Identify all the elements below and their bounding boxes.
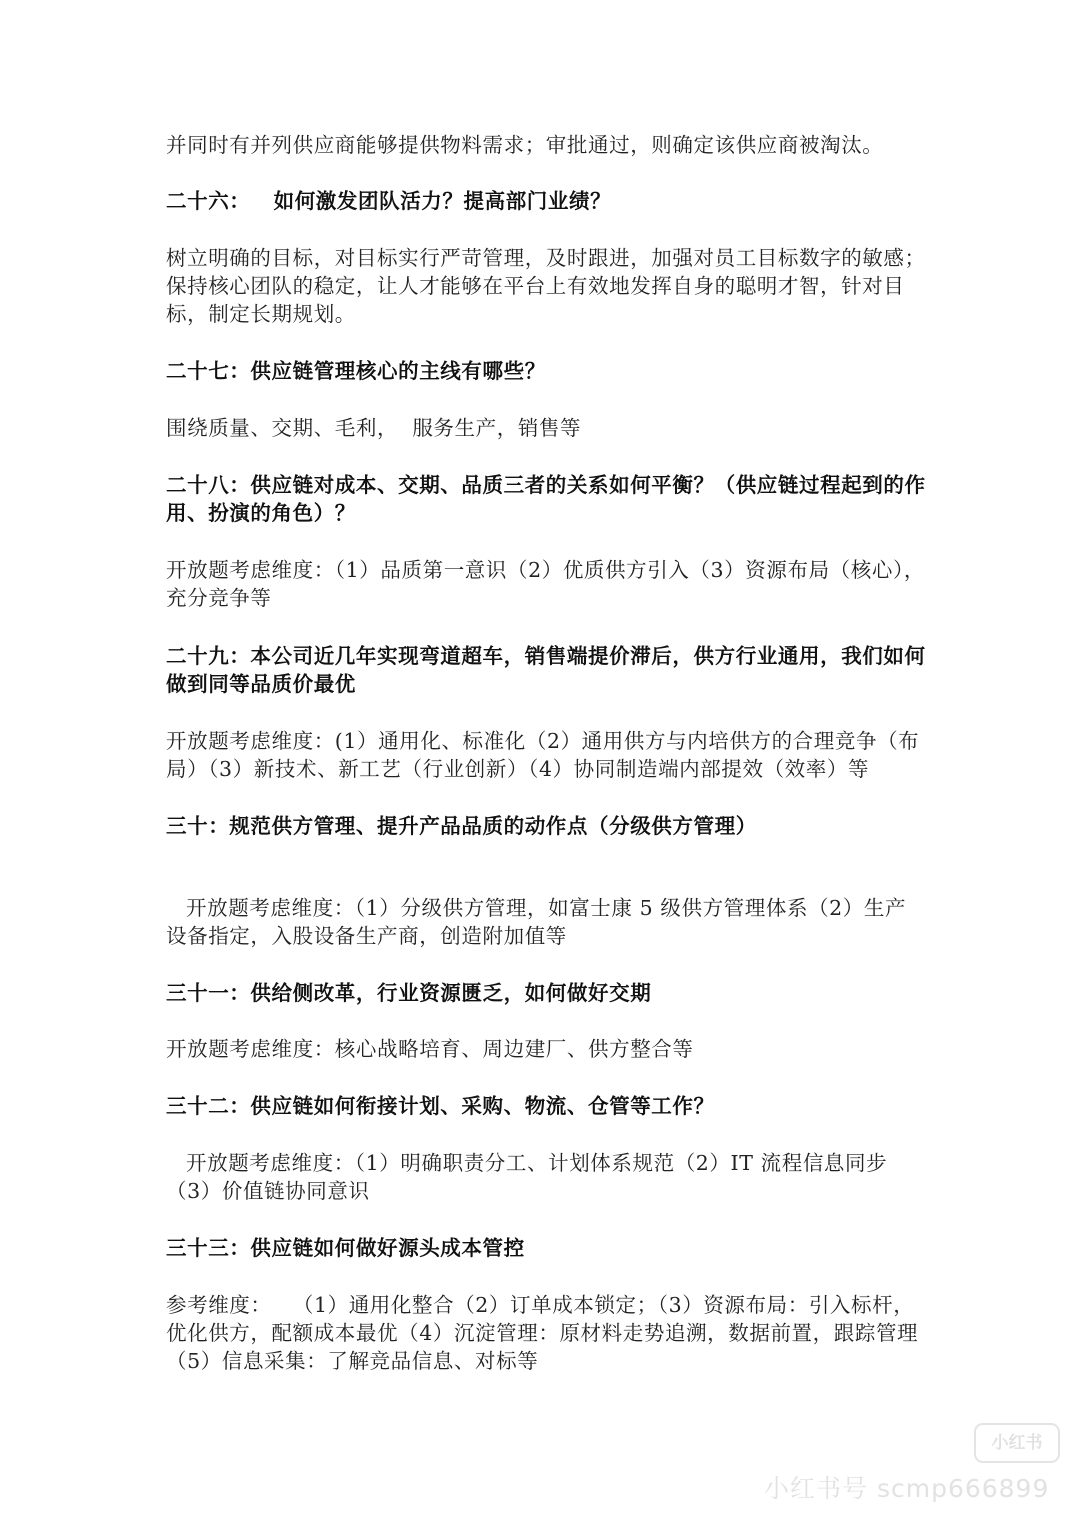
question-30-heading: 三十：规范供方管理、提升产品品质的动作点（分级供方管理） xyxy=(166,814,757,838)
answer-27-text: 围绕质量、交期、毛利， 服务生产，销售等 xyxy=(166,416,582,440)
question-27-heading: 二十七：供应链管理核心的主线有哪些？ xyxy=(166,359,546,383)
watermark-account-text: 小红书号 scmp666899 xyxy=(764,1474,1050,1503)
answer-26-text: 树立明确的目标，对目标实行严苛管理，及时跟进，加强对员工目标数字的敏感；保持核心团队的稳定，让人才能够在平台上有效地发挥自身的聪明才智，针对目标，制定长期规划。 xyxy=(166,246,926,326)
answer-33-text: 参考维度： （1）通用化整合（2）订单成本锁定；（3）资源布局：引入标杆，优化供方，配额成本最优（4）沉淀管理：原材料走势追溯，数据前置，跟踪管理（5）信息采集：了解竞品信息、对标等 xyxy=(166,1293,919,1373)
answer-28-text: 开放题考虑维度：（1）品质第一意识（2）优质供方引入（3）资源布局（核心），充分竞争等 xyxy=(166,558,925,610)
question-33-heading: 三十三：供应链如何做好源头成本管控 xyxy=(166,1236,525,1260)
intro-continuation-text: 并同时有并列供应商能够提供物料需求；审批通过，则确定该供应商被淘汰。 xyxy=(166,133,884,157)
question-26-heading: 二十六： 如何激发团队活力？提高部门业绩？ xyxy=(166,189,612,213)
question-32-heading: 三十二：供应链如何衔接计划、采购、物流、仓管等工作？ xyxy=(166,1094,715,1118)
question-31-heading: 三十一：供给侧改革，行业资源匮乏，如何做好交期 xyxy=(166,981,652,1005)
answer-31-text: 开放题考虑维度：核心战略培育、周边建厂、供方整合等 xyxy=(166,1037,694,1061)
answer-30-text: 开放题考虑维度：（1）分级供方管理，如富士康 5 级供方管理体系（2）生产设备指定，入股设备生产商，创造附加值等 xyxy=(166,896,907,948)
watermark-logo: 小红书 xyxy=(974,1423,1060,1463)
question-28-heading: 二十八：供应链对成本、交期、品质三者的关系如何平衡？（供应链过程起到的作用、扮演的角色）？ xyxy=(166,473,926,525)
answer-29-text: 开放题考虑维度：(1）通用化、标准化（2）通用供方与内培供方的合理竞争（布局）（3）新技术、新工艺（行业创新）（4）协同制造端内部提效（效率）等 xyxy=(166,729,920,781)
answer-32-text: 开放题考虑维度：（1）明确职责分工、计划体系规范（2）IT 流程信息同步（3）价值链协同意识 xyxy=(166,1151,888,1203)
question-29-heading: 二十九：本公司近几年实现弯道超车，销售端提价滞后，供方行业通用，我们如何做到同等品质价最优 xyxy=(166,644,926,696)
